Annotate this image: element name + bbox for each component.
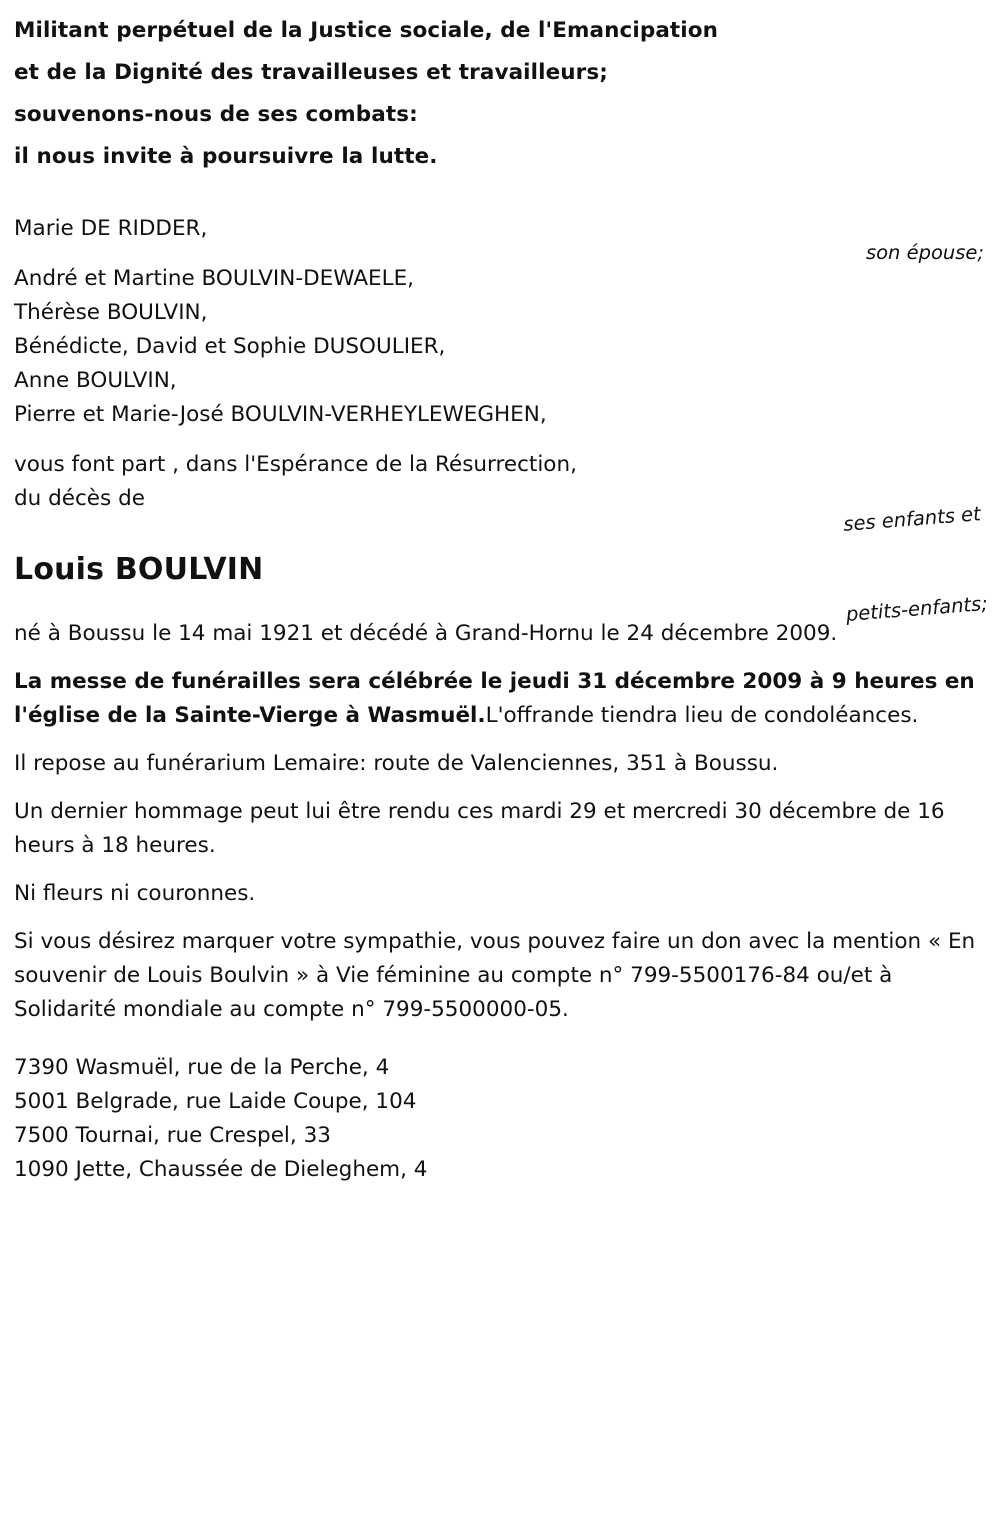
child-name-2: Thérèse BOULVIN, [14, 300, 208, 325]
spouse-name: Marie DE RIDDER, [14, 216, 208, 241]
address-line-2: 5001 Belgrade, rue Laide Coupe, 104 [14, 1089, 417, 1114]
homage-paragraph: Un dernier hommage peut lui être rendu ces mardi 29 et mercredi 30 décembre de 16 heurs à 18 heures. [14, 799, 945, 858]
birth-death-paragraph: né à Boussu le 14 mai 1921 et décédé à Grand-Hornu le 24 décembre 2009. [14, 621, 838, 646]
children-relation-note [833, 439, 994, 689]
intro-line-1: Militant perpétuel de la Justice sociale, de l'Emancipation [14, 18, 719, 43]
spouse-relation-note: son épouse; [865, 241, 984, 264]
children-relation-note-line-2: petits-enfants; [844, 591, 989, 626]
address-line-1: 7390 Wasmuël, rue de la Perche, 4 [14, 1055, 390, 1080]
announcement-line-2: du décès de [14, 486, 145, 511]
children-relation-note-line-1: ses enfants et [842, 502, 982, 536]
funeral-rest-text: L'offrande tiendra lieu de condoléances. [485, 703, 919, 728]
child-name-1: André et Martine BOULVIN-DEWAELE, [14, 266, 415, 291]
funeral-paragraph [14, 665, 986, 733]
donation-paragraph: Si vous désirez marquer votre sympathie, vous pouvez faire un don avec la mention « En souvenir de Louis Boulvin » à Vie féminine au compte n° 799-5500176-84 ou/et à Solidarité mondiale au compte n° 799-5500000-05. [14, 929, 976, 1022]
deceased-name: Louis BOULVIN [14, 552, 264, 587]
flowers-paragraph: Ni fleurs ni couronnes. [14, 881, 256, 906]
addresses-block [14, 1051, 986, 1187]
child-name-3: Bénédicte, David et Sophie DUSOULIER, [14, 334, 446, 359]
intro-declaration [14, 10, 986, 178]
child-name-4: Anne BOULVIN, [14, 368, 177, 393]
announcement-line-1: vous font part , dans l'Espérance de la Résurrection, [14, 452, 577, 477]
spacer [14, 246, 986, 262]
funerarium-paragraph: Il repose au funérarium Lemaire: route de Valenciennes, 351 à Boussu. [14, 751, 779, 776]
intro-line-2: et de la Dignité des travailleuses et travailleurs; [14, 60, 608, 85]
funeral-bold-text: La messe de funérailles sera célébrée le jeudi 31 décembre 2009 à 9 heures en l'église de la Sainte-Vierge à Wasmuël. [14, 669, 975, 728]
address-line-4: 1090 Jette, Chaussée de Dieleghem, 4 [14, 1157, 428, 1182]
spacer [14, 432, 986, 448]
intro-line-4: il nous invite à poursuivre la lutte. [14, 144, 438, 169]
details-block [14, 617, 986, 1027]
child-name-5: Pierre et Marie-José BOULVIN-VERHEYLEWEGHEN, [14, 402, 547, 427]
address-line-3: 7500 Tournai, rue Crespel, 33 [14, 1123, 331, 1148]
intro-line-3: souvenons-nous de ses combats: [14, 102, 418, 127]
